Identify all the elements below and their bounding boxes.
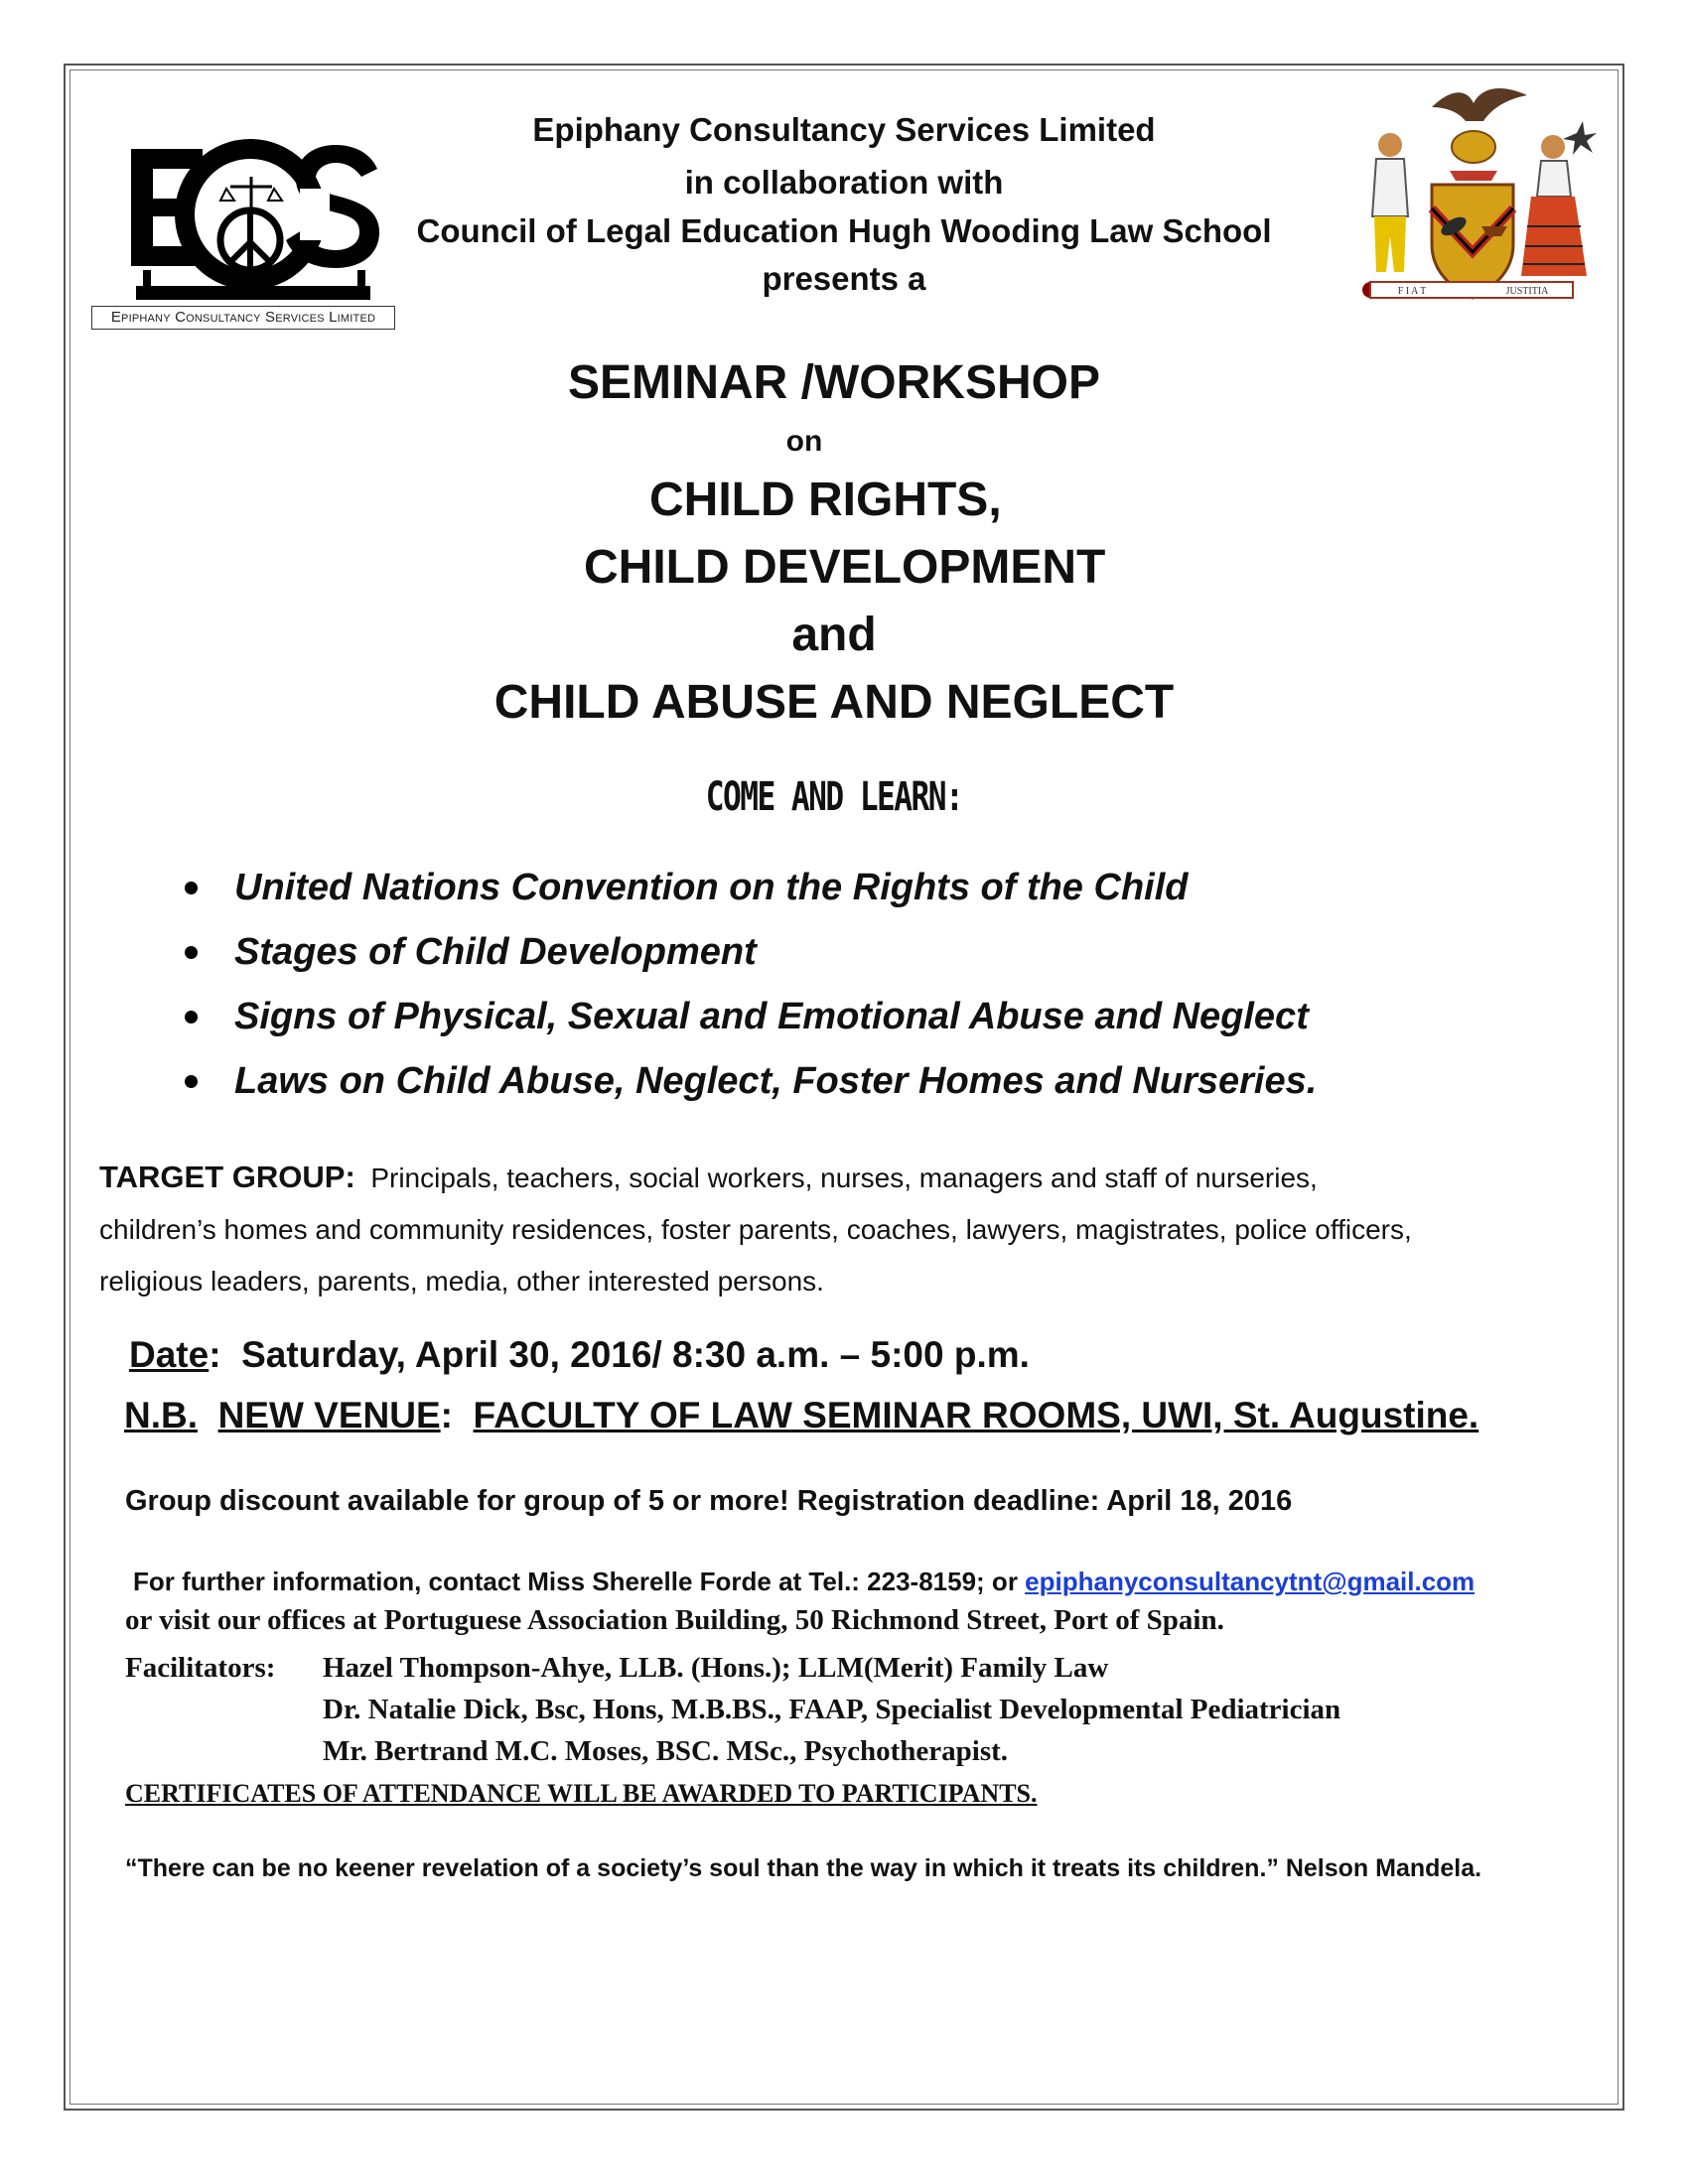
come-and-learn: COME AND LEARN: — [705, 774, 963, 820]
mandela-quote: “There can be no keener revelation of a society’s soul than the way in which it treats its children.” Nelson Mandela. — [125, 1854, 1482, 1882]
facilitator-1: Hazel Thompson-Ahye, LLB. (Hons.); LLM(Merit) Family Law — [323, 1652, 1109, 1684]
logo-caption: Epiphany Consultancy Services Limited — [91, 306, 395, 330]
target-group-line3: religious leaders, parents, media, other interested persons. — [99, 1266, 824, 1297]
title-and: and — [791, 609, 877, 661]
list-item: United Nations Convention on the Rights of the Child — [185, 862, 1476, 926]
venue-nb: N.B. — [124, 1395, 198, 1435]
target-group-line2: children’s homes and community residences, foster parents, coaches, lawyers, magistrates, police officers, — [99, 1214, 1412, 1245]
office-address: or visit our offices at Portuguese Association Building, 50 Richmond Street, Port of Spain. — [125, 1604, 1224, 1636]
certificates-notice: CERTIFICATES OF ATTENDANCE WILL BE AWARDED TO PARTICIPANTS. — [125, 1779, 1038, 1808]
title-child-abuse: CHILD ABUSE AND NEGLECT — [493, 676, 1175, 729]
event-venue: N.B. NEW VENUE: FACULTY OF LAW SEMINAR ROOMS, UWI, St. Augustine. — [124, 1395, 1479, 1435]
bullet-icon — [185, 882, 198, 894]
date-label: Date — [129, 1334, 210, 1375]
header-presents: presents a — [762, 260, 926, 297]
target-group-label: TARGET GROUP — [99, 1160, 346, 1194]
bullet-icon — [185, 946, 198, 959]
list-item: Stages of Child Development — [185, 926, 1476, 991]
event-date: Date: Saturday, April 30, 2016/ 8:30 a.m. – 5:00 p.m. — [129, 1334, 1030, 1375]
email-link[interactable]: epiphanyconsultancytnt@gmail.com — [1025, 1567, 1476, 1596]
topic-list — [185, 862, 1476, 1120]
crest-motto-right: JUSTITIA — [1505, 286, 1549, 297]
contact-text: For further information, contact Miss Sherelle Forde at Tel.: 223-8159; or — [133, 1567, 1018, 1596]
facilitator-3: Mr. Bertrand M.C. Moses, BSC. MSc., Psychotherapist. — [323, 1735, 1009, 1767]
facilitators-label: Facilitators: — [125, 1652, 276, 1684]
list-item: Laws on Child Abuse, Neglect, Foster Homes and Nurseries. — [185, 1055, 1476, 1120]
list-item: Signs of Physical, Sexual and Emotional Abuse and Neglect — [185, 991, 1476, 1055]
crest-motto-left: F I A T — [1397, 286, 1427, 297]
bullet-icon — [185, 1011, 198, 1024]
title-child-rights: CHILD RIGHTS, — [649, 474, 1002, 526]
header-collaboration: in collaboration with — [684, 164, 1004, 201]
title-seminar: SEMINAR /WORKSHOP — [567, 356, 1100, 409]
target-group-line1: Principals, teachers, social workers, nurses, managers and staff of nurseries, — [370, 1162, 1318, 1193]
title-on: on — [785, 425, 823, 458]
date-value: Saturday, April 30, 2016/ 8:30 a.m. – 5:00 p.m. — [241, 1334, 1030, 1375]
contact-info — [133, 1567, 1475, 1597]
coat-of-arms-emblem — [1342, 77, 1599, 316]
venue-label: NEW VENUE — [217, 1395, 441, 1435]
venue-value: FACULTY OF LAW SEMINAR ROOMS, UWI, St. Augustine. — [473, 1395, 1479, 1435]
header-partner: Council of Legal Education Hugh Wooding Law School — [416, 212, 1272, 249]
facilitator-2: Dr. Natalie Dick, Bsc, Hons, M.B.BS., FAAP, Specialist Developmental Pediatrician — [323, 1694, 1341, 1725]
group-discount: Group discount available for group of 5 or more! Registration deadline: April 18, 2016 — [125, 1485, 1293, 1517]
target-group: TARGET GROUP: Principals, teachers, social workers, nurses, managers and staff of nurseries, children’s homes and community residences, foster parents, coaches, lawyers, magistrates, police officers, religious leaders, parents, media, other interested persons. — [99, 1152, 1589, 1307]
header-organizer: Epiphany Consultancy Services Limited — [532, 111, 1156, 148]
title-child-development: CHILD DEVELOPMENT — [584, 541, 1106, 594]
bullet-icon — [185, 1075, 198, 1088]
